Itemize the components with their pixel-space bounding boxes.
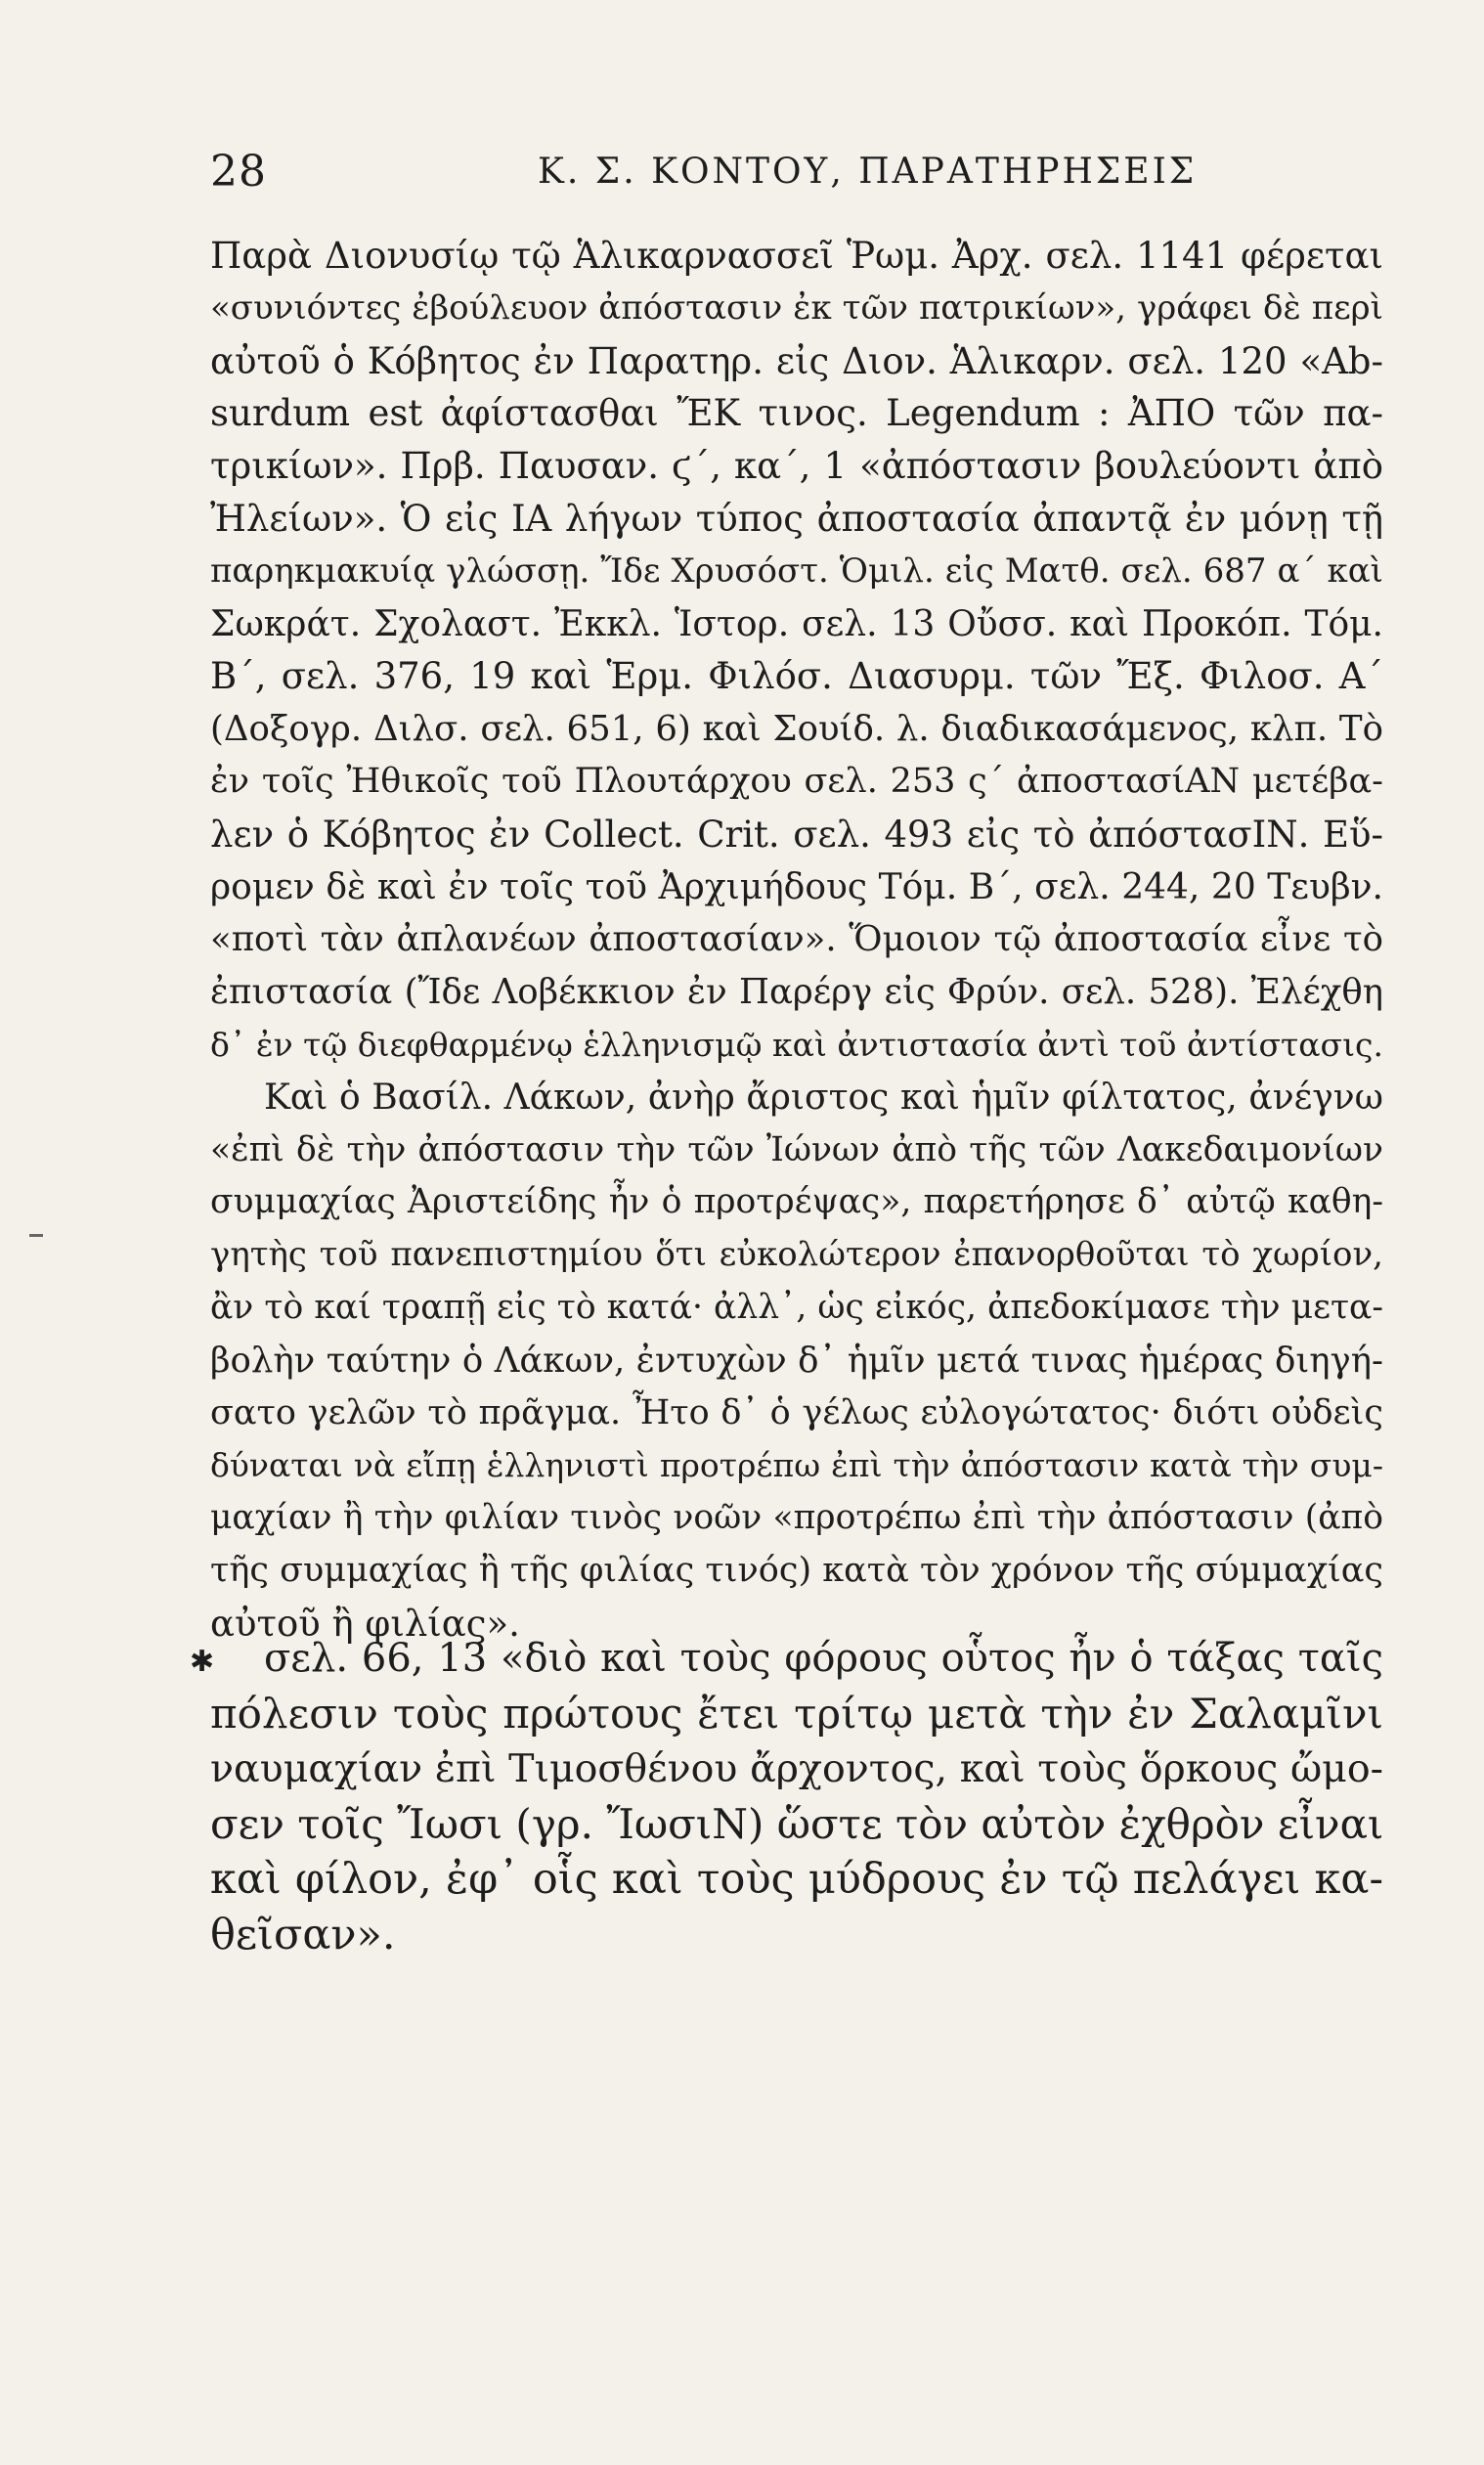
page-number: 28 bbox=[210, 147, 267, 197]
margin-mark: ✱ bbox=[190, 1645, 215, 1679]
text-line: ἐν τοῖς Ἠθικοῖς τοῦ Πλουτάρχου σελ. 253 ς΄ ἀποστασίΑΝ μετέβα- bbox=[210, 761, 1383, 801]
quote-line: πόλεσιν τοὺς πρώτους ἔτει τρίτῳ μετὰ τὴν ἐν Σαλαμῖνι bbox=[210, 1689, 1383, 1738]
text-line: δύναται νὰ εἴπῃ ἑλληνιστὶ προτρέπω ἐπὶ τὴν ἀπόστασιν κατὰ τὴν συμ- bbox=[210, 1446, 1383, 1485]
text-line: μαχίαν ἢ τὴν φιλίαν τινὸς νοῶν «προτρέπω ἐπὶ τὴν ἀπόστασιν (ἀπὸ bbox=[210, 1498, 1383, 1538]
quote-line: καὶ φίλον, ἐφ᾽ οἷς καὶ τοὺς μύδρους ἐν τῷ πελάγει κα- bbox=[210, 1855, 1383, 1904]
text-line: Σωκράτ. Σχολαστ. Ἐκκλ. Ἱστορ. σελ. 13 Οὔσσ. καὶ Προκόπ. Τόμ. bbox=[210, 603, 1383, 644]
text-line: σατο γελῶν τὸ πρᾶγμα. Ἦτο δ᾽ ὁ γέλως εὐλογώτατος· διότι οὐδεὶς bbox=[210, 1392, 1383, 1432]
text-line: γητὴς τοῦ πανεπιστημίου ὅτι εὐκολώτερον ἐπανορθοῦται τὸ χωρίον, bbox=[210, 1235, 1383, 1275]
stray-ink-mark bbox=[29, 1234, 43, 1237]
quote-text-block bbox=[210, 1631, 1383, 1962]
quote-line: σεν τοῖς Ἴωσι (γρ. ἼωσιΝ) ὥστε τὸν αὐτὸν ἐχθρὸν εἶναι bbox=[210, 1799, 1383, 1848]
text-line: (Δοξογρ. Διλσ. σελ. 651, 6) καὶ Σουίδ. λ. διαδικασάμενος, κλπ. Τὸ bbox=[210, 709, 1383, 750]
text-line: «συνιόντες ἐβούλευον ἀπόστασιν ἐκ τῶν πατρικίων», γράφει δὲ περὶ bbox=[210, 287, 1383, 328]
text-line: Ἠλείων». Ὁ εἰς ΙΑ λήγων τύπος ἀποστασία ἀπαντᾷ ἐν μόνῃ τῇ bbox=[210, 497, 1383, 540]
text-line: δ᾽ ἐν τῷ διεφθαρμένῳ ἑλληνισμῷ καὶ ἀντιστασία ἀντὶ τοῦ ἀντίστασις. bbox=[210, 1025, 1383, 1064]
text-line: Καὶ ὁ Βασίλ. Λάκων, ἀνὴρ ἄριστος καὶ ἡμῖν φίλτατος, ἀνέγνω bbox=[264, 1077, 1383, 1118]
quote-line: σελ. 66, 13 «διὸ καὶ τοὺς φόρους οὗτος ἦν ὁ τάξας ταῖς bbox=[264, 1636, 1383, 1681]
text-line: surdum est ἀφίστασθαι ἜΚ τινος. Legendum : ἈΠΟ τῶν πα- bbox=[210, 392, 1383, 435]
text-line: παρηκμακυίᾳ γλώσσῃ. Ἴδε Χρυσόστ. Ὁμιλ. εἰς Ματθ. σελ. 687 α΄ καὶ bbox=[210, 550, 1383, 591]
text-line: «ἐπὶ δὲ τὴν ἀπόστασιν τὴν τῶν Ἰώνων ἀπὸ τῆς τῶν Λακεδαιμονίων bbox=[210, 1129, 1383, 1169]
running-head: Κ. Σ. ΚΟΝΤΟΥ, ΠΑΡΑΤΗΡΗΣΕΙΣ bbox=[538, 152, 1198, 192]
page-header bbox=[210, 147, 1383, 205]
text-line: ρομεν δὲ καὶ ἐν τοῖς τοῦ Ἀρχιμήδους Τόμ. Β΄, σελ. 244, 20 Τευβν. bbox=[210, 866, 1383, 907]
text-line: αὐτοῦ ἢ φιλίας». bbox=[210, 1602, 520, 1645]
text-line: ἂν τὸ καί τραπῇ εἰς τὸ κατά· ἀλλ᾽, ὡς εἰκός, ἀπεδοκίμασε τὴν μετα- bbox=[210, 1287, 1383, 1327]
text-line: αὐτοῦ ὁ Κόβητος ἐν Παρατηρ. εἰς Διον. Ἁλικαρν. σελ. 120 «Ab- bbox=[210, 339, 1383, 382]
quote-line: θεῖσαν». bbox=[210, 1910, 396, 1959]
text-line: λεν ὁ Κόβητος ἐν Collect. Crit. σελ. 493 εἰς τὸ ἀπόστασΙΝ. Εὕ- bbox=[210, 813, 1383, 856]
main-text-block bbox=[210, 230, 1383, 1651]
text-line: τρικίων». Πρβ. Παυσαν. ϛ΄, κα΄, 1 «ἀπόστασιν βουλεύοντι ἀπὸ bbox=[210, 445, 1383, 488]
text-line: Παρὰ Διονυσίῳ τῷ Ἁλικαρνασσεῖ Ῥωμ. Ἀρχ. σελ. 1141 φέρεται bbox=[210, 235, 1383, 277]
text-line: συμμαχίας Ἀριστείδης ἦν ὁ προτρέψας», παρετήρησε δ᾽ αὐτῷ καθη- bbox=[210, 1182, 1383, 1222]
text-line: Β΄, σελ. 376, 19 καὶ Ἑρμ. Φιλόσ. Διασυρμ. τῶν Ἔξ. Φιλοσ. Α΄ bbox=[210, 655, 1383, 698]
text-line: «ποτὶ τὰν ἀπλανέων ἀποστασίαν». Ὅμοιον τῷ ἀποστασία εἶνε τὸ bbox=[210, 919, 1383, 960]
text-line: ἐπιστασία (Ἴδε Λοβέκκιον ἐν Παρέργ εἰς Φρύν. σελ. 528). Ἐλέχθη bbox=[210, 972, 1383, 1013]
text-line: τῆς συμμαχίας ἢ τῆς φιλίας τινός) κατὰ τὸν χρόνον τῆς σύμμαχίας bbox=[210, 1550, 1383, 1590]
text-line: βολὴν ταύτην ὁ Λάκων, ἐντυχὼν δ᾽ ἡμῖν μετά τινας ἡμέρας διηγή- bbox=[210, 1340, 1383, 1381]
quote-line: ναυμαχίαν ἐπὶ Τιμοσθένου ἄρχοντος, καὶ τοὺς ὅρκους ὤμο- bbox=[210, 1746, 1383, 1791]
